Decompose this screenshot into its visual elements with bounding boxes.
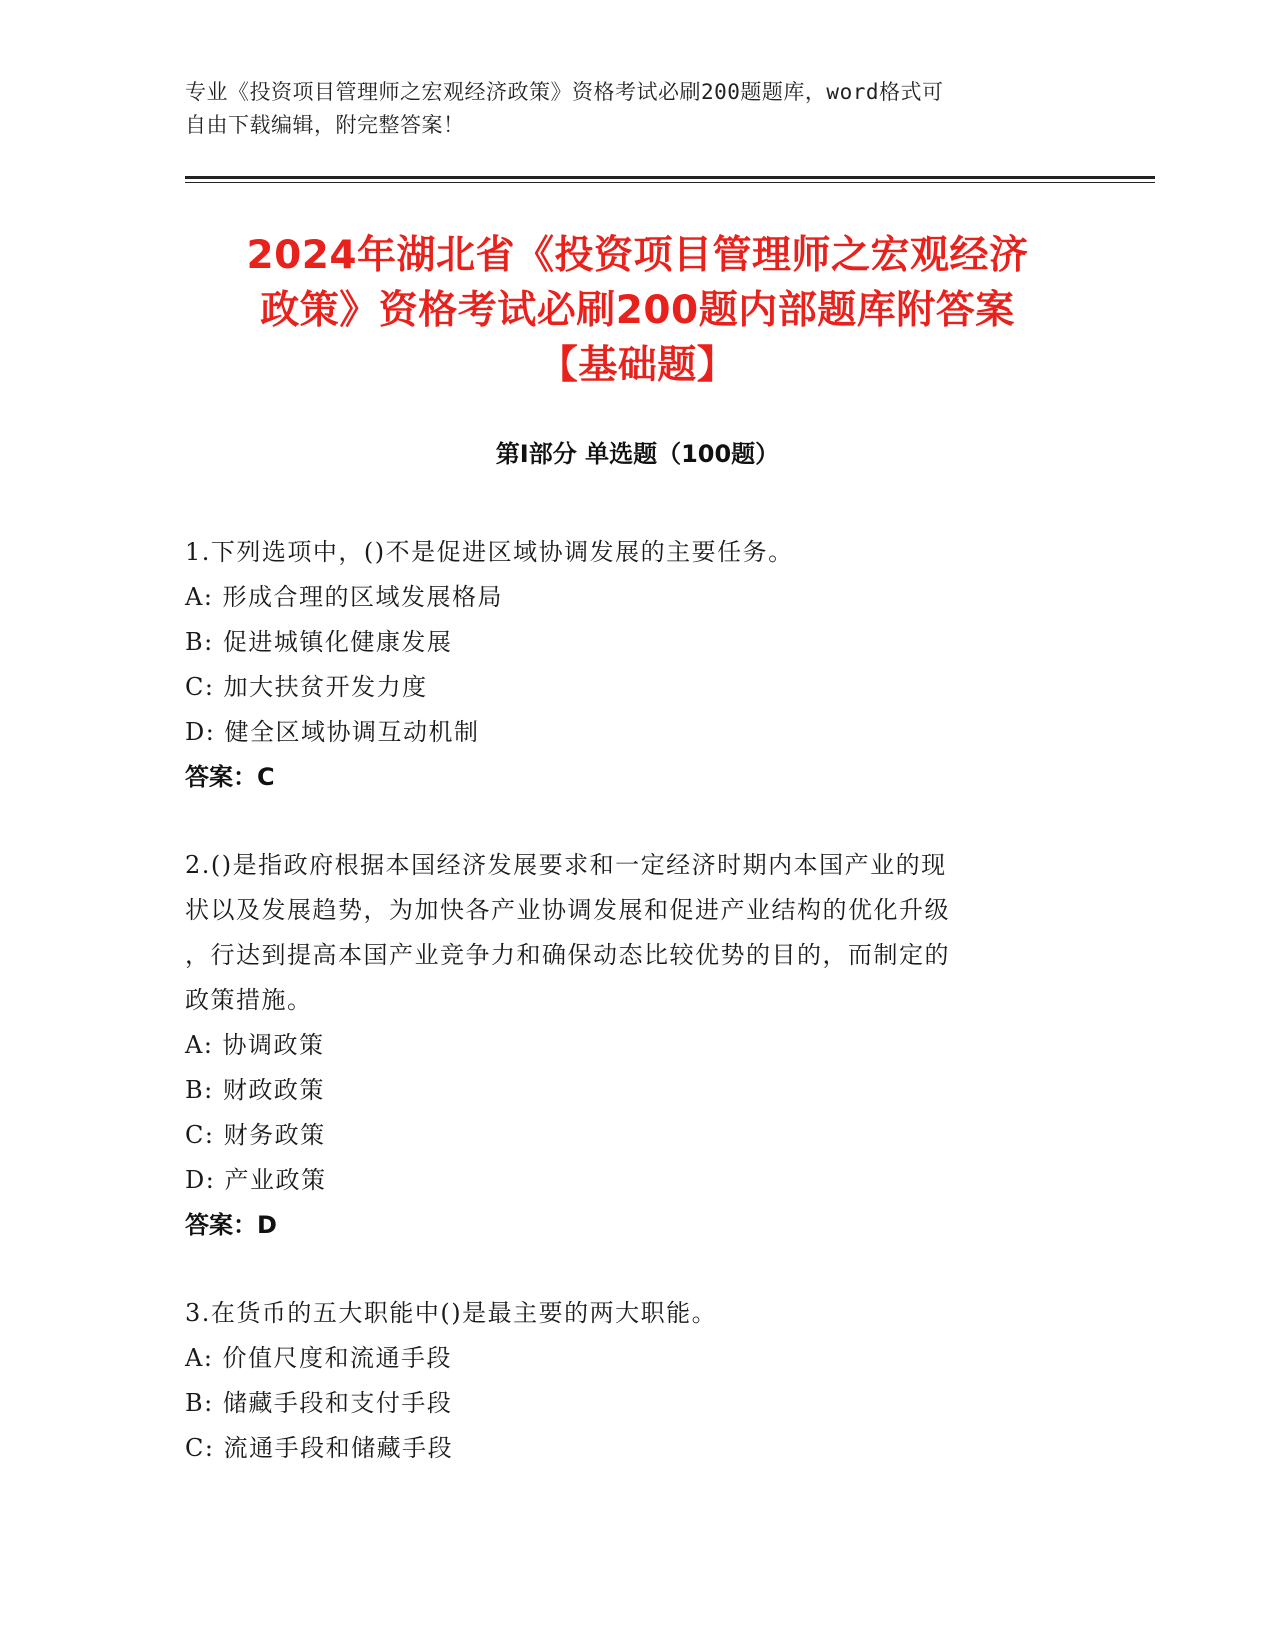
option-c: C: 加大扶贫开发力度 (185, 673, 428, 701)
question-list (185, 530, 1065, 1514)
header-note-line-1: 专业《投资项目管理师之宏观经济政策》资格考试必刷200题题库，word格式可 (185, 80, 944, 104)
option-d: D: 健全区域协调互动机制 (185, 718, 480, 746)
option-a: A: 价值尺度和流通手段 (185, 1344, 453, 1372)
option-a: A: 协调政策 (185, 1031, 325, 1059)
question-stem-line-4: 政策措施。 (185, 986, 313, 1014)
title-line-1: 2024年湖北省《投资项目管理师之宏观经济 (246, 233, 1029, 278)
question-stem-line-3: ，行达到提高本国产业竞争力和确保动态比较优势的目的，而制定的 (185, 941, 950, 969)
option-a: A: 形成合理的区域发展格局 (185, 583, 504, 611)
option-d: D: 产业政策 (185, 1166, 327, 1194)
question-item (185, 1291, 1065, 1471)
document-title (170, 228, 1105, 393)
option-b: B: 财政政策 (185, 1076, 325, 1104)
question-stem-line-2: 状以及发展趋势，为加快各产业协调发展和促进产业结构的优化升级 (185, 896, 950, 924)
option-c: C: 流通手段和储藏手段 (185, 1434, 454, 1462)
header-note-line-2: 自由下载编辑，附完整答案！ (185, 113, 465, 137)
question-item (185, 843, 1065, 1248)
answer-line: 答案：D (185, 1211, 277, 1239)
header-divider-thick (185, 176, 1155, 179)
question-stem: 3.在货币的五大职能中()是最主要的两大职能。 (185, 1299, 718, 1327)
option-b: B: 储藏手段和支付手段 (185, 1389, 453, 1417)
title-line-3: 【基础题】 (538, 343, 737, 388)
header-note (185, 76, 1065, 142)
section-heading: 第I部分 单选题（100题） (495, 440, 780, 468)
question-item (185, 530, 1065, 800)
option-c: C: 财务政策 (185, 1121, 326, 1149)
question-stem: 1.下列选项中，()不是促进区域协调发展的主要任务。 (185, 538, 794, 566)
answer-line: 答案：C (185, 763, 275, 791)
header-divider-thin (185, 182, 1155, 183)
title-line-2: 政策》资格考试必刷200题内部题库附答案 (260, 288, 1015, 333)
question-stem-line-1: 2.()是指政府根据本国经济发展要求和一定经济时期内本国产业的现 (185, 851, 947, 879)
option-b: B: 促进城镇化健康发展 (185, 628, 453, 656)
